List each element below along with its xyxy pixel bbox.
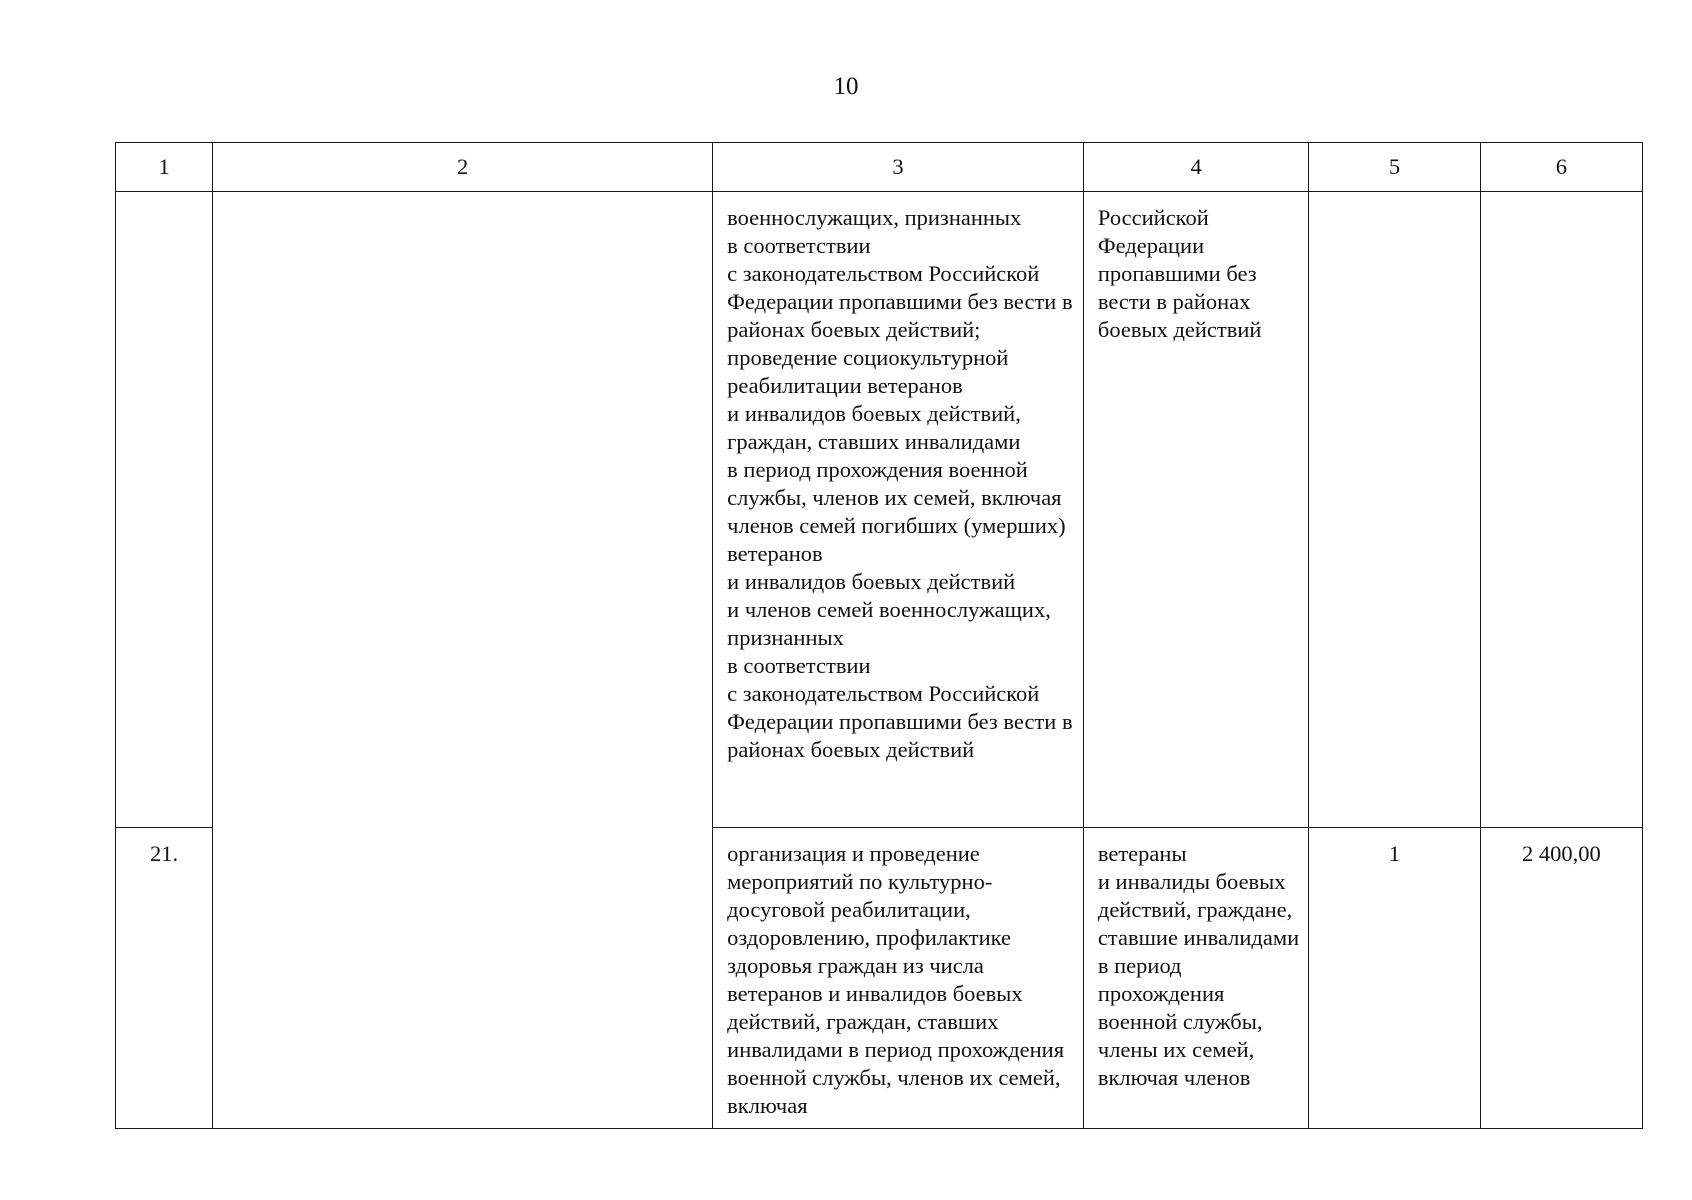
- page-number: 10: [833, 73, 859, 100]
- amount: [1481, 192, 1642, 204]
- row-number: 21.: [150, 841, 179, 866]
- amount-cell: [1480, 192, 1642, 828]
- column-header-1: 1: [116, 143, 213, 192]
- column-header-3: 3: [713, 143, 1084, 192]
- target-group: Российской Федерации пропавшими без вести в районах боевых действий: [1097, 205, 1262, 342]
- row-number: [116, 192, 212, 204]
- document-table: [115, 142, 1643, 1129]
- amount-cell: [1480, 828, 1642, 1129]
- column-header-2: 2: [213, 143, 713, 192]
- activity-description-cell: [713, 828, 1084, 1129]
- amount: 2 400,00: [1521, 841, 1601, 866]
- program-name-cell: [213, 192, 713, 1129]
- activity-description: организация и проведение мероприятий по культурно-досуговой реабилитации, оздоровлению, профилактике здоровья граждан из числа ветеранов и инвалидов боевых действий, граждан, ставших инвалидами в период прохождения военной службы, членов их семей, включая: [727, 841, 1065, 1118]
- target-group-cell: [1083, 192, 1308, 828]
- table-row-continued: [116, 192, 1643, 828]
- row-number-cell: [116, 828, 213, 1129]
- column-header-4: 4: [1083, 143, 1308, 192]
- column-header-5: 5: [1309, 143, 1480, 192]
- activity-description: военнослужащих, признанных в соответствии с законодательством Российской Федерации пропавшими без вести в районах боевых действий; проведение социокультурной реабилитации ветеранов и инвалидов боевых действий, граждан, ставших инвалидами в период прохождения военной службы, членов их семей, включая членов семей погибших (умерших) ветеранов и инвалидов боевых действий и членов семей военнослужащих, признанных в соответствии с законодательством Российской Федерации пропавшими без вести в районах боевых действий: [727, 205, 1073, 762]
- target-group: ветераны и инвалиды боевых действий, граждане, ставшие инвалидами в период прохождения военной службы, члены их семей, включая членов: [1097, 841, 1300, 1090]
- row-number-cell: [116, 192, 213, 828]
- activity-description-cell: [713, 192, 1084, 828]
- quantity-cell: [1309, 192, 1480, 828]
- column-header-6: 6: [1480, 143, 1642, 192]
- quantity-cell: [1309, 828, 1480, 1129]
- quantity: [1309, 192, 1479, 204]
- table-header-row: [116, 143, 1643, 192]
- quantity: 1: [1388, 841, 1401, 866]
- target-group-cell: [1083, 828, 1308, 1129]
- program-name: [213, 192, 712, 212]
